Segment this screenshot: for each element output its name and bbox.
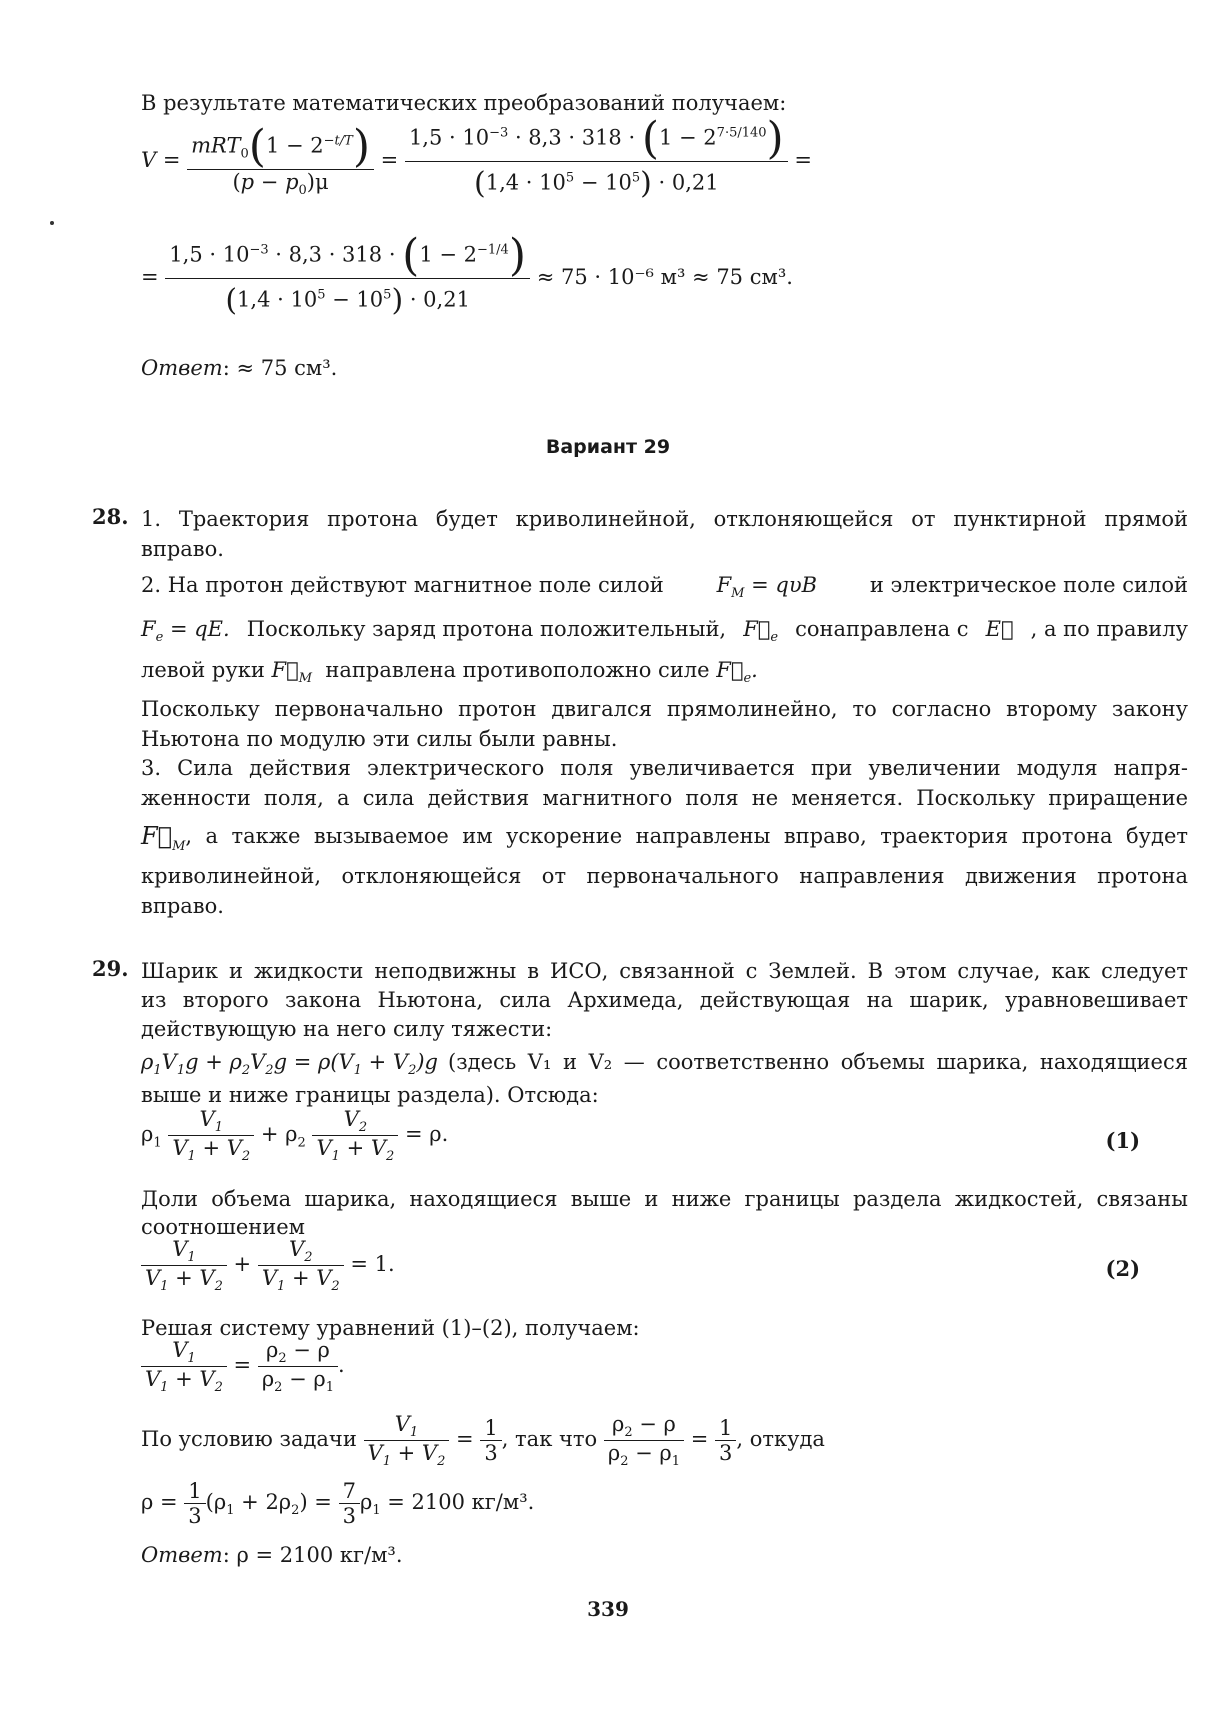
vector-fe: $F⃗_e$: [743, 617, 779, 646]
vector-fm: $F⃗_M$: [271, 658, 313, 687]
problem-28-number: 28.: [92, 504, 129, 529]
p29-line6: Доли объема шарика, находящиеся выше и ниже границы раздела жидкостей, связаны: [141, 1187, 1188, 1211]
answer-2-label: Ответ: [141, 1543, 223, 1567]
formula-fe: $F_e$ = qE.: [141, 617, 230, 646]
p28-line9: женности поля, а сила действия магнитного поля не меняется. Поскольку приращение: [141, 786, 1188, 810]
p28-line4-text-b: сонаправлена с: [795, 617, 969, 641]
p28-line4: [141, 614, 1188, 653]
p28-line7: Ньютона по модулю эти силы были равны.: [141, 727, 618, 751]
formula-fm: $F_M = q\upsilon B$: [716, 573, 818, 602]
equation-1-label: (1): [1105, 1128, 1140, 1153]
p29-line9-text-b: , так что: [501, 1427, 598, 1452]
p29-line9-text-a: По условию задачи: [141, 1427, 357, 1452]
p28-line2: вправо.: [141, 537, 224, 561]
equation-v-result: ≈ 75 · 10⁻⁶ м³ ≈ 75 см³.: [536, 265, 793, 289]
p28-line8: 3. Сила действия электрического поля увеличивается при увеличении модуля напря-: [141, 756, 1188, 780]
p28-line11: криволинейной, отклоняющейся от первоначального направления движения протона: [141, 864, 1188, 888]
p29-line1: Шарик и жидкости неподвижны в ИСО, связанной с Землей. В этом случае, как следует: [141, 959, 1188, 983]
p28-line10-text: , а также вызываемое им ускорение направлены вправо, траектория протона будет: [185, 824, 1188, 848]
equation-solution: $\frac{V_1}{V_1 + V_2}$ = $\frac{\rho_2 - \rho}{\rho_2 - \rho_1}$ .: [141, 1338, 345, 1395]
answer-2-value: : ρ = 2100 кг/м³.: [222, 1543, 403, 1567]
p29-line8: Решая систему уравнений (1)–(2), получаем:: [141, 1316, 640, 1340]
page-number: 339: [587, 1597, 629, 1621]
p29-line3: действующую на него силу тяжести:: [141, 1017, 553, 1041]
p28-line5-text-a: левой руки: [141, 658, 265, 682]
answer-2: [141, 1540, 403, 1570]
vector-fm-2: $F⃗_M$: [141, 822, 186, 854]
variant-heading: Вариант 29: [545, 436, 671, 458]
equation-1: $\rho_1$ $\frac{V_1}{V_1 + V_2}$ + $\rho_2$ $\frac{V_2}{V_1 + V_2}$ = ρ.: [141, 1107, 449, 1165]
problem-29-number: 29.: [92, 956, 129, 981]
p29-line9: По условию задачи $\frac{V_1}{V_1 + V_2}$ = $\frac{1}{3}$ , так что $\frac{\rho_2 - \rho}{\rho_2 - \rho_1}$ = $\frac{1}{3}$ , откуда: [141, 1412, 825, 1470]
p28-line3-text-a: 2. На протон действуют магнитное поле силой: [141, 573, 664, 597]
p28-line3-text-b: и электрическое поле силой: [869, 573, 1188, 597]
answer-1: [141, 353, 337, 383]
p29-line7: соотношением: [141, 1215, 306, 1239]
p28-line10: [141, 821, 1188, 862]
p28-line5: [141, 655, 758, 694]
equation-2: $\frac{V_1}{V_1 + V_2}$ + $\frac{V_2}{V_1 + V_2}$ = 1.: [141, 1237, 395, 1294]
vector-e: E⃗: [985, 617, 1014, 641]
p29-line5: выше и ниже границы раздела). Отсюда:: [141, 1083, 599, 1107]
formula-balance: $\rho_1V_1g + \rho_2V_2g = \rho(V_1 + V_2)g$: [141, 1050, 438, 1079]
p29-line4-text: (здесь V₁ и V₂ — соответственно объемы шарика, находящиеся: [448, 1050, 1188, 1074]
rho-result-value: = 2100 кг/м³.: [387, 1490, 535, 1514]
p29-line9-text-c: , откуда: [736, 1427, 825, 1452]
p29-line2: из второго закона Ньютона, сила Архимеда, действующая на шарик, уравновешивает: [141, 988, 1188, 1012]
p28-line3: [141, 570, 1188, 609]
equation-2-label: (2): [1105, 1256, 1140, 1281]
equation-v-line2: = $\frac{1,5 \cdot 10^{-3} \cdot 8,3 \cdot 318 \cdot (1 - 2^{-1/4})}{(1,4 \cdot 10^5 - 10^5) \cdot 0,21}$ ≈ 75 · 10⁻⁶ м³ ≈ 75 см³.: [141, 230, 793, 318]
scan-dot: [50, 221, 54, 225]
equation-v-line1: V = $\frac{mRT_0(1 - 2^{-t/T})}{(p - p_0)\mu}$ = $\frac{1,5 \cdot 10^{-3} \cdot 8,3 \cdot 318 \cdot (1 - 2^{7\cdot 5/140})}{(1,4 \cdot 10^5 - 10^5) \cdot 0,21}$ =: [141, 113, 812, 201]
p28-line5-text-b: направлена противоположно силе: [325, 658, 710, 682]
p28-line4-text-c: , а по правилу: [1030, 617, 1188, 641]
p28-line1: 1. Траектория протона будет криволинейной, отклоняющейся от пунктирной прямой: [141, 507, 1188, 531]
p28-line6: Поскольку первоначально протон двигался прямолинейно, то согласно второму закону: [141, 697, 1188, 721]
vector-fe-2: $F⃗_e$.: [716, 658, 758, 687]
answer-1-value: : ≈ 75 см³.: [222, 356, 338, 380]
intro-text: В результате математических преобразований получаем:: [141, 91, 787, 115]
rho-result: ρ = $\frac{1}{3}$ $(\rho_1 + 2\rho_2)$ = $\frac{7}{3}$ $\rho_1 = 2100$ кг/м³.: [141, 1479, 535, 1528]
answer-1-label: Ответ: [141, 356, 223, 380]
p28-line4-text-a: Поскольку заряд протона положительный,: [246, 617, 727, 641]
p28-line12: вправо.: [141, 894, 224, 918]
